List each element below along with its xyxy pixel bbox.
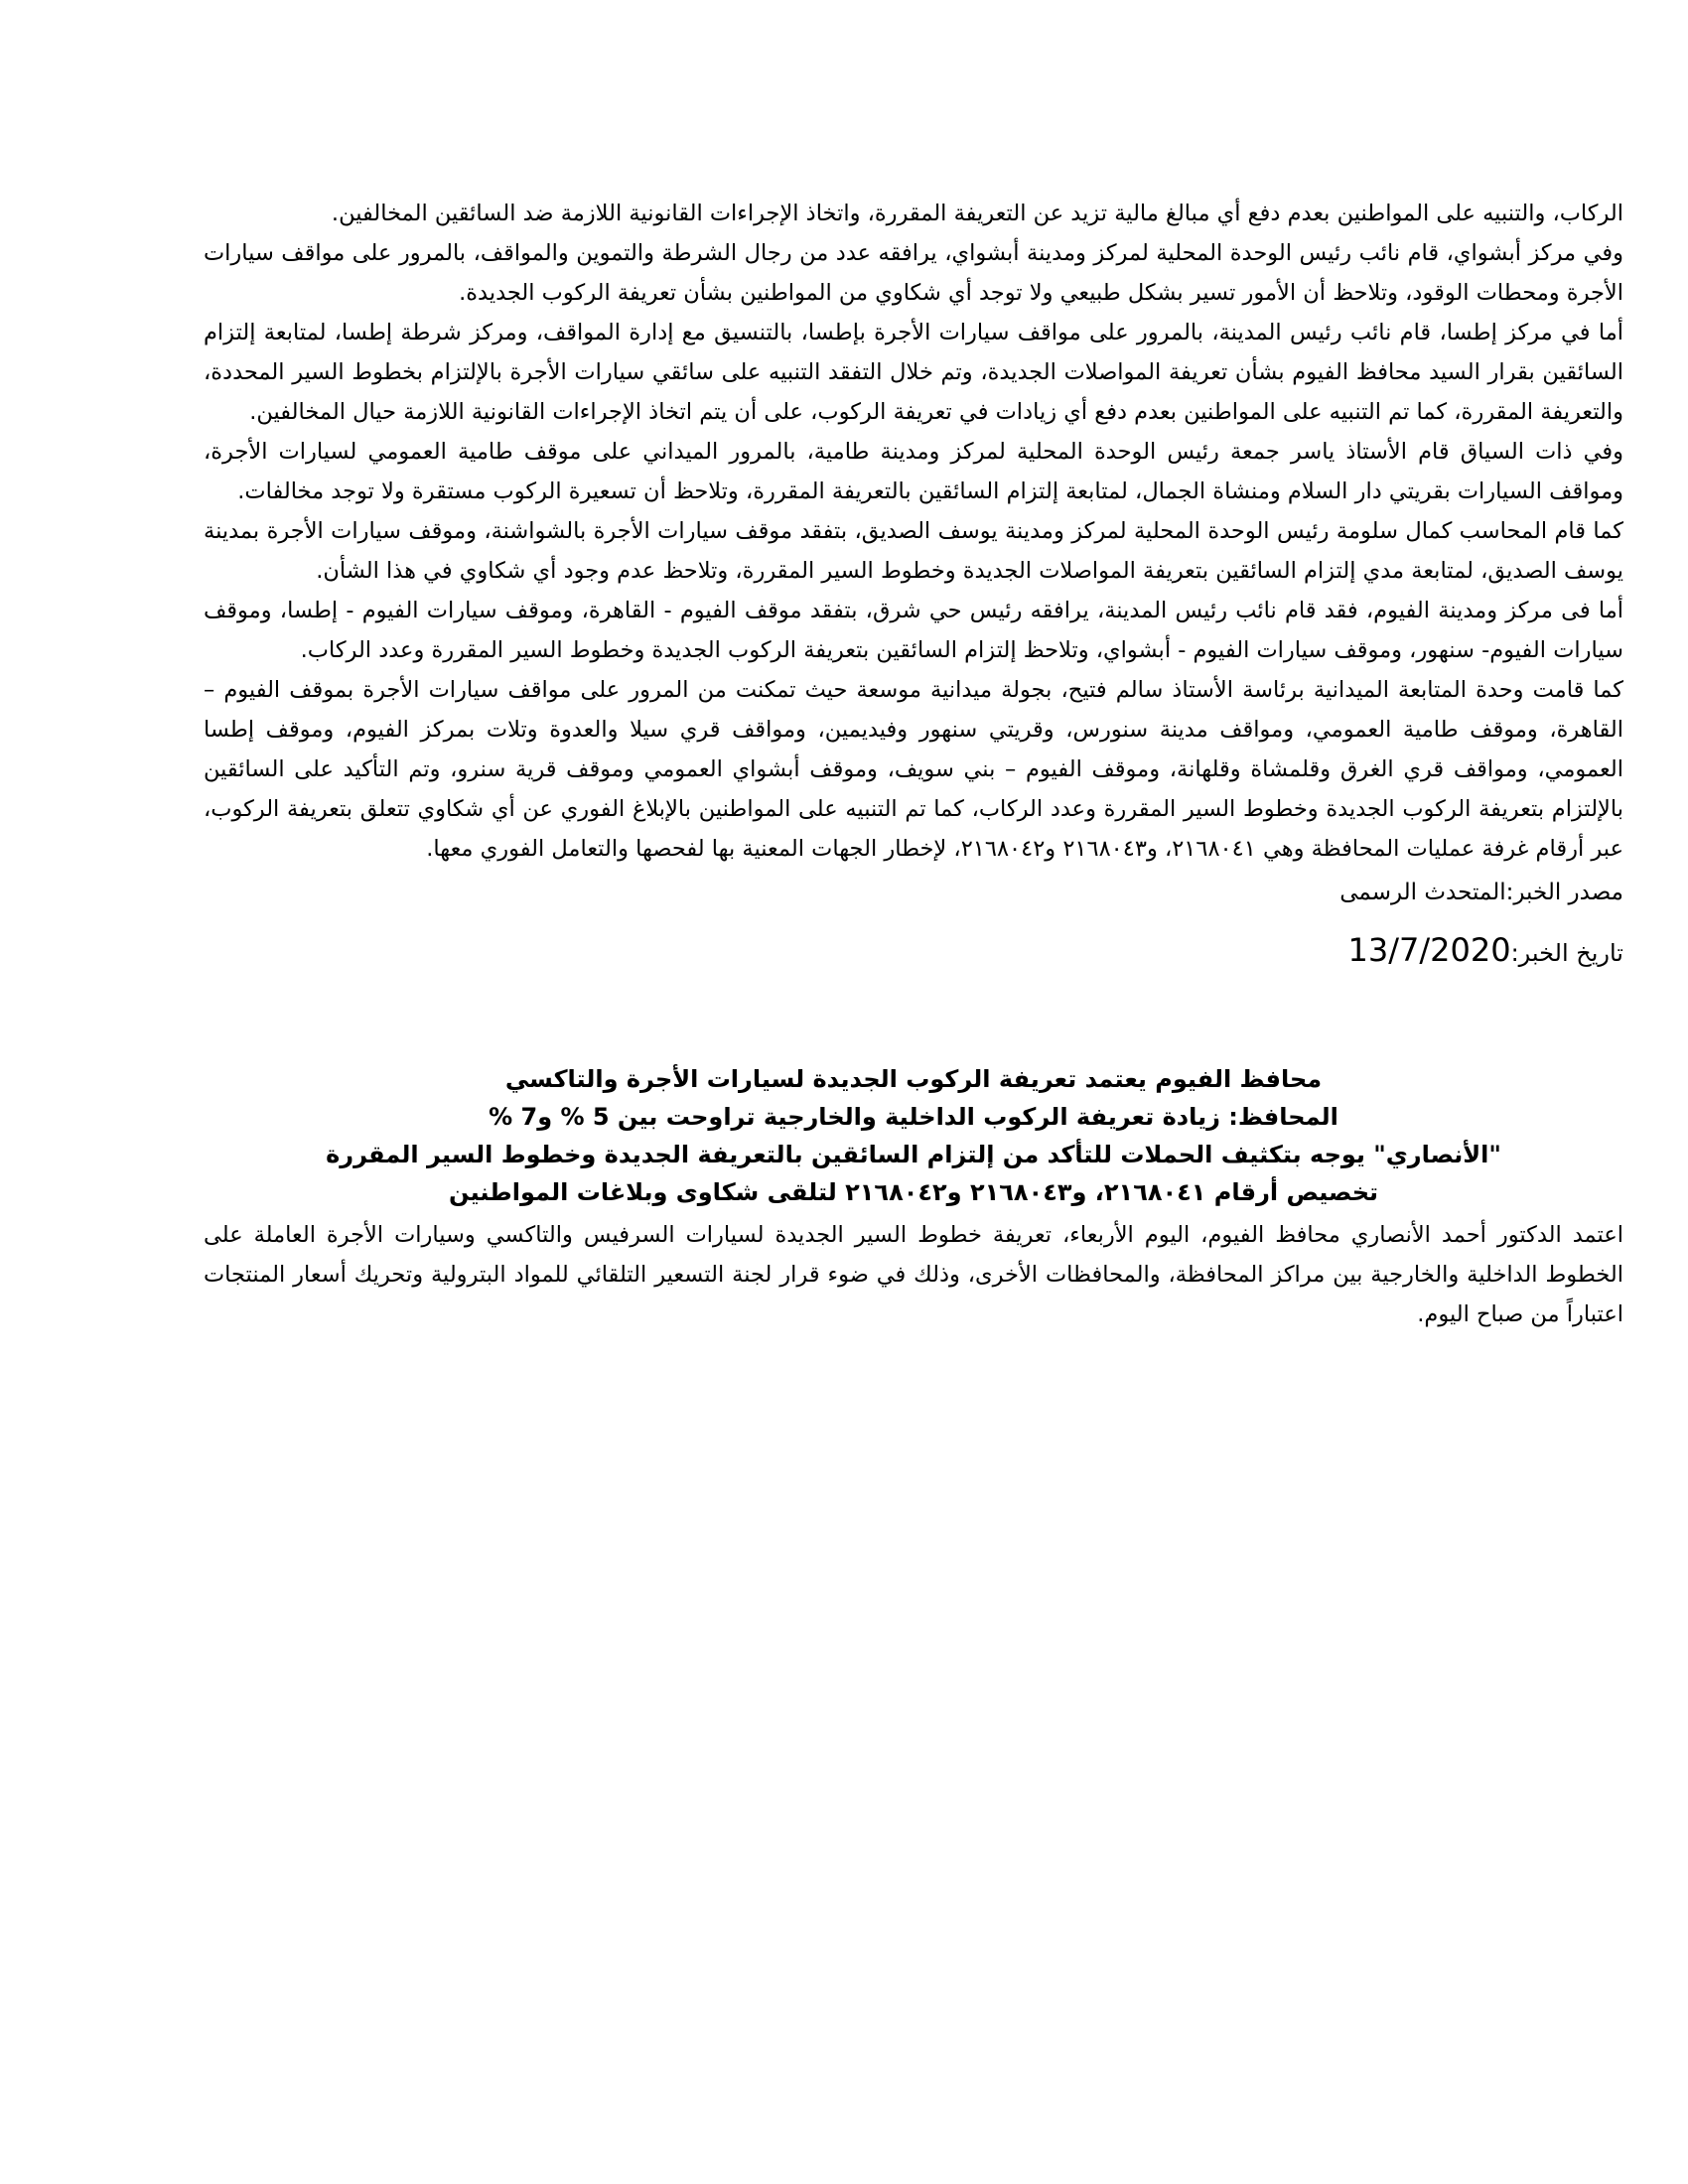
paragraph: كما قام المحاسب كمال سلومة رئيس الوحدة المحلية لمركز ومدينة يوسف الصديق، بتفقد موقف سيارات الأجرة بالشواشنة، وموقف سيارات الأجرة بمدينة يوسف الصديق، لمتابعة مدي إلتزام السائقين بتعريفة المواصلات الجديدة وخطوط السير المقررة، وتلاحظ عدم وجود أي شكاوي في هذا الشأن. — [204, 518, 1623, 584]
paragraph: اعتمد الدكتور أحمد الأنصاري محافظ الفيوم، اليوم الأربعاء، تعريفة خطوط السير الجديدة لسيارات السرفيس والتاكسي وسيارات الأجرة العاملة على الخطوط الداخلية والخارجية بين مراكز المحافظة، والمحافظات الأخرى، وذلك في ضوء قرار لجنة التسعير التلقائي للمواد البترولية وتحريك أسعار المنتجات اعتباراً من صباح اليوم. — [204, 1222, 1623, 1327]
paragraph: أما فى مركز ومدينة الفيوم، فقد قام نائب رئيس المدينة، يرافقه رئيس حي شرق، بتفقد موقف الفيوم - القاهرة، وموقف سيارات الفيوم - إطسا، وموقف سيارات الفيوم- سنهور، وموقف سيارات الفيوم - أبشواي، وتلاحظ إلتزام السائقين بتعريفة الركوب الجديدة وخطوط السير المقررة وعدد الركاب. — [204, 598, 1623, 663]
article-body — [204, 1215, 1623, 1334]
headline-subtitle: "الأنصاري" يوجه بتكثيف الحملات للتأكد من إلتزام السائقين بالتعريفة الجديدة وخطوط السير المقررة — [326, 1141, 1501, 1168]
paragraph: أما في مركز إطسا، قام نائب رئيس المدينة، بالمرور على مواقف سيارات الأجرة بإطسا، بالتنسيق مع إدارة المواقف، ومركز شرطة إطسا، لمتابعة إلتزام السائقين بقرار السيد محافظ الفيوم بشأن تعريفة المواصلات الجديدة، وتم خلال التفقد التنبيه على سائقي سيارات الأجرة بالإلتزام بخطوط السير المحددة، والتعريفة المقررة، كما تم التنبيه على المواطنين بعدم دفع أي زيادات في تعريفة الركوب، على أن يتم اتخاذ الإجراءات القانونية اللازمة حيال المخالفين. — [204, 320, 1623, 425]
article-headlines — [204, 1060, 1623, 1211]
news-source — [204, 873, 1623, 912]
paragraph: الركاب، والتنبيه على المواطنين بعدم دفع أي مبالغ مالية تزيد عن التعريفة المقررة، واتخاذ الإجراءات القانونية اللازمة ضد السائقين المخالفين. — [331, 201, 1623, 226]
news-source-value: المتحدث الرسمى — [1339, 880, 1506, 905]
news-date-label: تاريخ الخبر: — [1510, 939, 1623, 967]
headline-subtitle: المحافظ: زيادة تعريفة الركوب الداخلية والخارجية تراوحت بين 5 % و7 % — [489, 1103, 1338, 1131]
headline-title: محافظ الفيوم يعتمد تعريفة الركوب الجديدة لسيارات الأجرة والتاكسي — [504, 1065, 1323, 1093]
news-date-value: 13/7/2020 — [1347, 931, 1511, 969]
paragraph: وفي ذات السياق قام الأستاذ ياسر جمعة رئيس الوحدة المحلية لمركز ومدينة طامية، بالمرور الميداني على موقف طامية العمومي لسيارات الأجرة، ومواقف السيارات بقريتي دار السلام ومنشاة الجمال، لمتابعة إلتزام السائقين بالتعريفة المقررة، وتلاحظ أن تسعيرة الركوب مستقرة ولا توجد مخالفات. — [204, 439, 1623, 504]
news-date — [204, 930, 1623, 973]
document-page — [204, 194, 1623, 1334]
paragraph: وفي مركز أبشواي، قام نائب رئيس الوحدة المحلية لمركز ومدينة أبشواي، يرافقه عدد من رجال الشرطة والتموين والمواقف، بالمرور على مواقف سيارات الأجرة ومحطات الوقود، وتلاحظ أن الأمور تسير بشكل طبيعي ولا توجد أي شكاوي من المواطنين بشأن تعريفة الركوب الجديدة. — [204, 240, 1623, 306]
headline-subtitle: تخصيص أرقام ٢١٦٨٠٤١، و٢١٦٨٠٤٣ و٢١٦٨٠٤٢ لتلقى شكاوى وبلاغات المواطنين — [448, 1178, 1379, 1206]
paragraph: كما قامت وحدة المتابعة الميدانية برئاسة الأستاذ سالم فتيح، بجولة ميدانية موسعة حيث تمكنت من المرور على مواقف سيارات الأجرة بموقف الفيوم – القاهرة، وموقف طامية العمومي، ومواقف مدينة سنورس، وقريتي سنهور وفيديمين، ومواقف قري سيلا والعدوة وتلات بمركز الفيوم، وموقف إطسا العمومي، ومواقف قري الغرق وقلمشاة وقلهانة، وموقف الفيوم – بني سويف، وموقف أبشواي العمومي وموقف قرية سنرو، وتم التأكيد على السائقين بالإلتزام بتعريفة الركوب الجديدة وخطوط السير المقررة وعدد الركاب، كما تم التنبيه على المواطنين بالإبلاغ الفوري عن أي شكاوي تتعلق بتعريفة الركوب، عبر أرقام غرفة عمليات المحافظة وهي ٢١٦٨٠٤١، و٢١٦٨٠٤٣ و٢١٦٨٠٤٢، لإخطار الجهات المعنية بها لفحصها والتعامل الفوري معها. — [204, 677, 1623, 862]
news-source-label: مصدر الخبر: — [1505, 880, 1623, 905]
article-continuation — [204, 194, 1623, 869]
